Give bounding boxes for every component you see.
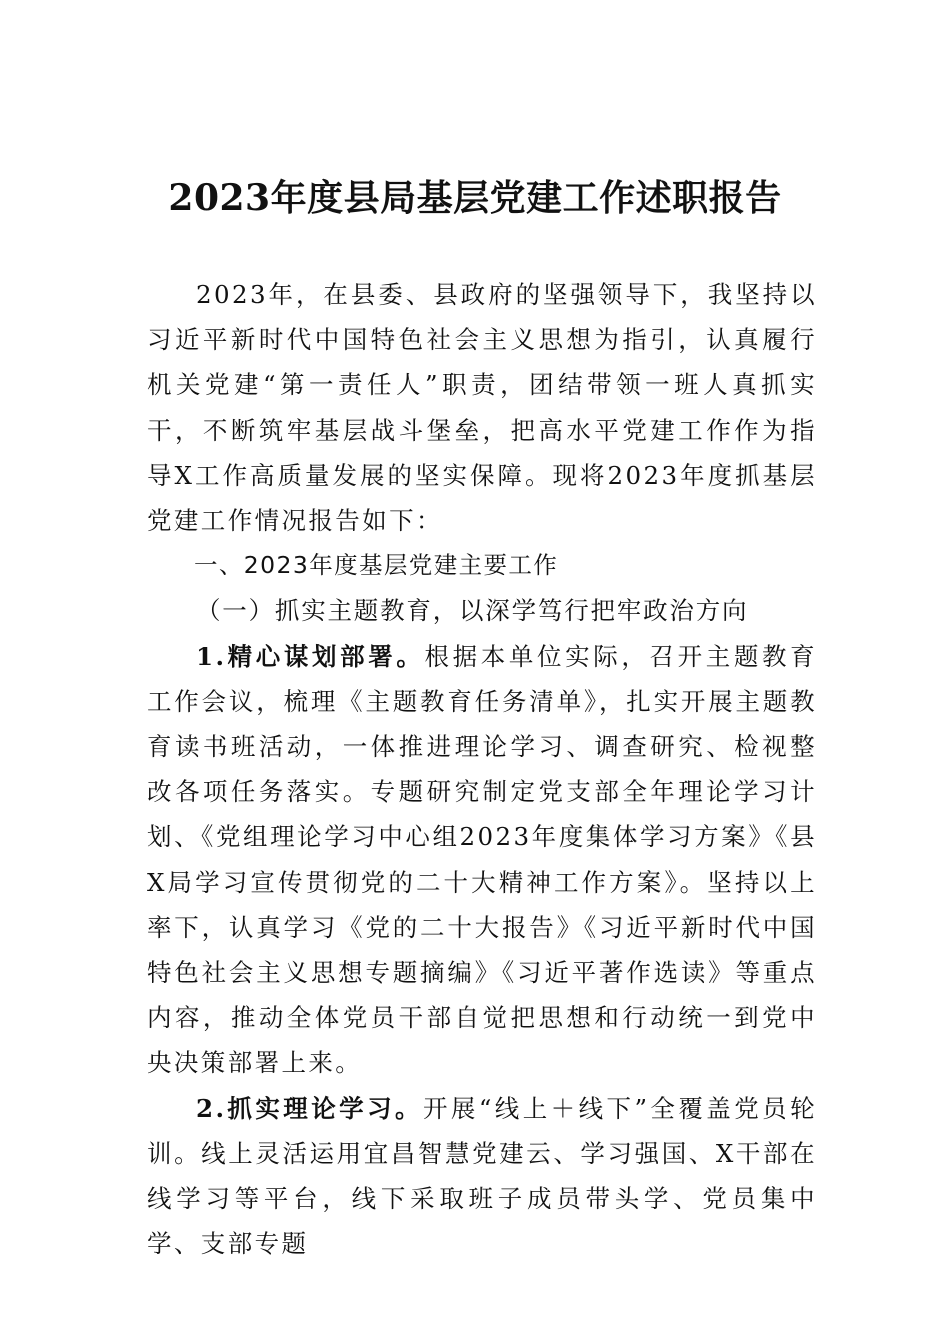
item-1-lead: 1.精心谋划部署。 <box>196 641 425 671</box>
section-heading: 一、2023年度基层党建主要工作 <box>194 551 559 580</box>
document-body <box>147 272 817 1266</box>
document-title: 2023年度县局基层党建工作述职报告 <box>168 177 782 219</box>
intro-paragraph: 2023年，在县委、县政府的坚强领导下，我坚持以习近平新时代中国特色社会主义思想为指引，认真履行机关党建“第一责任人”职责，团结带领一班人真抓实干，不断筑牢基层战斗堡垒，把高水平党建工作作为指导X工作高质量发展的坚实保障。现将2023年度抓基层党建工作情况报告如下： <box>147 280 817 536</box>
item-paragraph-2 <box>147 1086 817 1267</box>
item-2-text: 开展“线上＋线下”全覆盖党员轮训。线上灵活运用宜昌智慧党建云、学习强国、X干部在线学习等平台，线下采取班子成员带头学、党员集中学、支部专题 <box>147 1093 817 1259</box>
item-paragraph-1 <box>147 634 817 1086</box>
item-2-lead: 2.抓实理论学习。 <box>196 1093 423 1123</box>
item-1-text: 根据本单位实际，召开主题教育工作会议，梳理《主题教育任务清单》，扎实开展主题教育读书班活动，一体推进理论学习、调查研究、检视整改各项任务落实。专题研究制定党支部全年理论学习计划、《党组理论学习中心组2023年度集体学习方案》《县X局学习宣传贯彻党的二十大精神工作方案》。坚持以上率下，认真学习《党的二十大报告》《习近平新时代中国特色社会主义思想专题摘编》《习近平著作选读》等重点内容，推动全体党员干部自觉把思想和行动统一到党中央决策部署上来。 <box>147 641 817 1078</box>
subsection-heading: （一）抓实主题教育，以深学笃行把牢政治方向 <box>196 596 749 626</box>
